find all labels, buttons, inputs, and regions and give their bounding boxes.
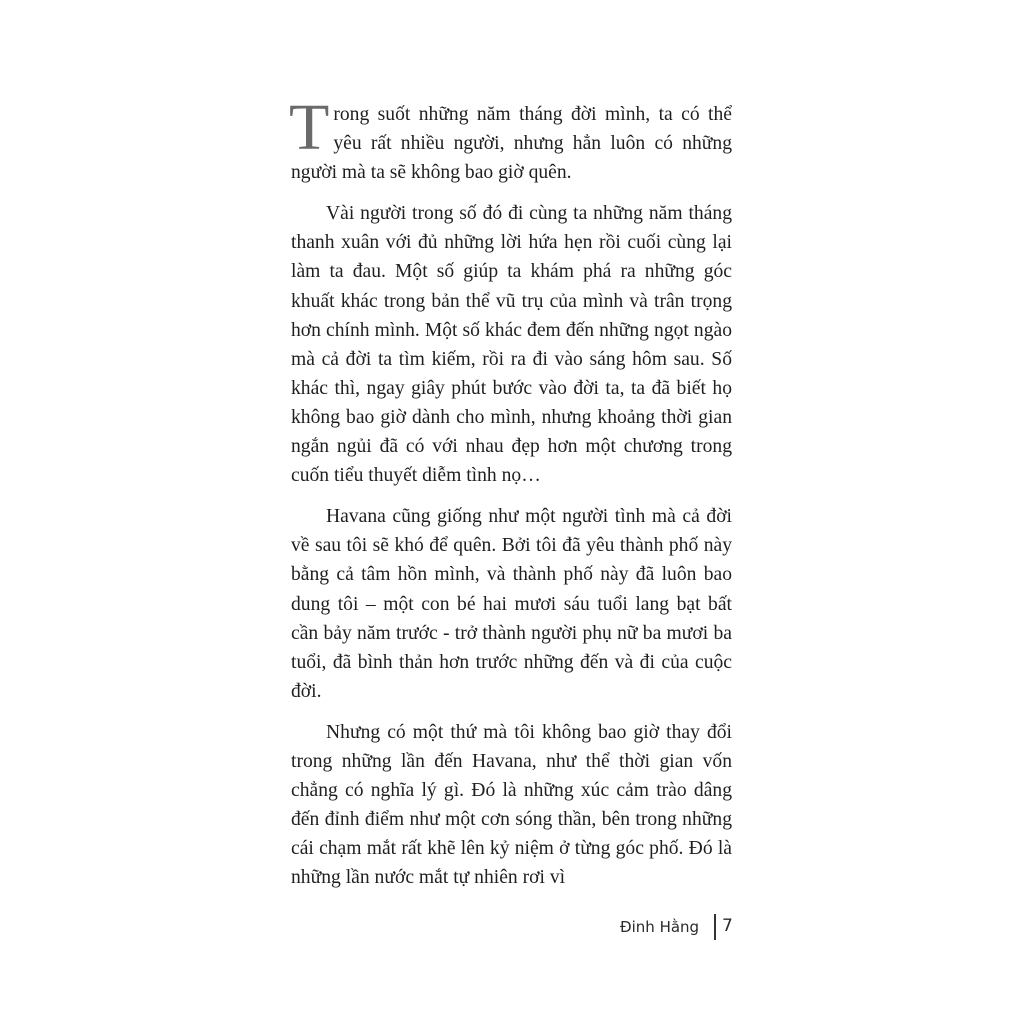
page-footer — [560, 912, 740, 942]
paragraph-4: Nhưng có một thứ mà tôi không bao giờ thay đổi trong những lần đến Havana, như thể thời gian vốn chẳng có nghĩa lý gì. Đó là những xúc cảm trào dâng đến đỉnh điểm như một cơn sóng thần, bên trong những cái chạm mắt rất khẽ lên kỷ niệm ở từng góc phố. Đó là những lần nước mắt tự nhiên rơi vì — [291, 721, 732, 889]
footer-divider — [714, 914, 716, 940]
paragraph-2: Vài người trong số đó đi cùng ta những năm tháng thanh xuân với đủ những lời hứa hẹn rồi cuối cùng lại làm ta đau. Một số giúp ta khám phá ra những góc khuất khác trong bản thể vũ trụ của mình và trân trọng hơn chính mình. Một số khác đem đến những ngọt ngào mà cả đời ta tìm kiếm, rồi ra đi vào sáng hôm sau. Số khác thì, ngay giây phút bước vào đời ta, ta đã biết họ không bao giờ dành cho mình, nhưng khoảng thời gian ngắn ngủi đã có với nhau đẹp hơn một chương trong cuốn tiểu thuyết diễm tình nọ… — [291, 203, 732, 487]
paragraph-3: Havana cũng giống như một người tình mà cả đời về sau tôi sẽ khó để quên. Bởi tôi đã yêu thành phố này bằng cả tâm hồn mình, và thành phố này đã luôn bao dung tôi – một con bé hai mươi sáu tuổi lang bạt bất cần bảy năm trước - trở thành người phụ nữ ba mươi ba tuổi, đã bình thản hơn trước những đến và đi của cuộc đời. — [291, 506, 732, 702]
page-number: 7 — [722, 916, 733, 936]
body-text — [289, 91, 732, 904]
paragraph-1-text: rong suốt những năm tháng đời mình, ta có thể yêu rất nhiều người, nhưng hẳn luôn có những người mà ta sẽ không bao giờ quên. — [291, 104, 732, 184]
author-name: Đinh Hằng — [620, 918, 700, 936]
drop-cap: T — [289, 91, 330, 164]
paragraph-1 — [289, 91, 732, 187]
